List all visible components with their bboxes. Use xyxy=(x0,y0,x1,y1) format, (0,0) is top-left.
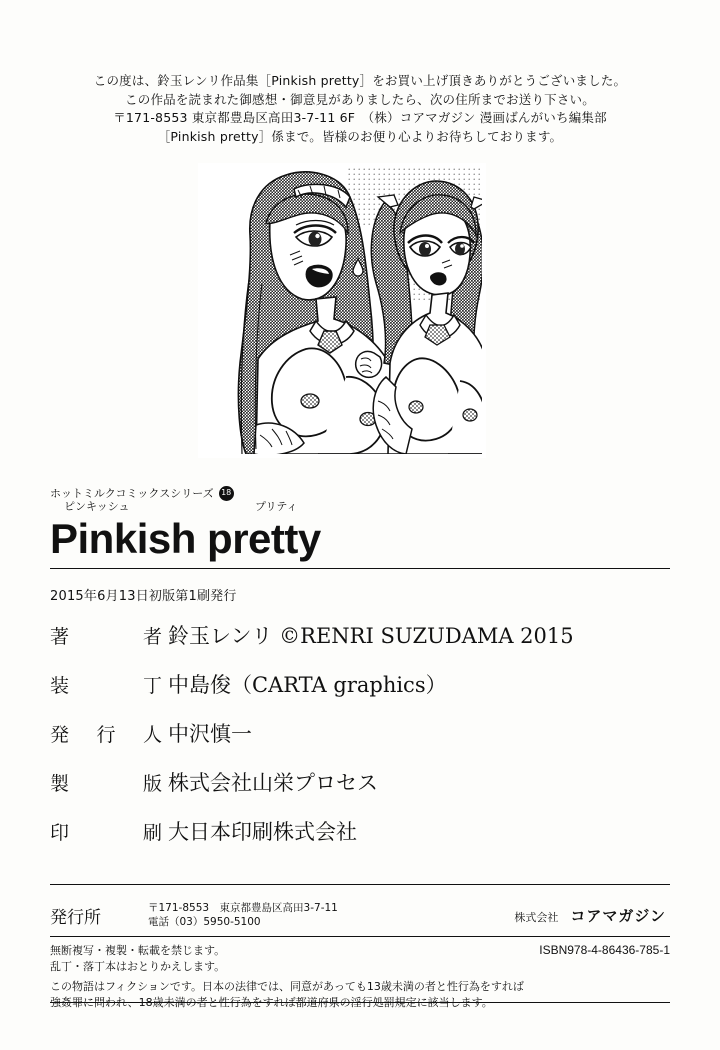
cover-illustration xyxy=(198,163,486,458)
credit-label-char: 装 xyxy=(50,675,70,697)
fiction-notice-line-2: 強姦罪に問われ、18歳未満の者と性行為をすれば都道府県の淫行処罰規定に該当します。 xyxy=(50,996,493,1009)
credit-label xyxy=(50,622,168,649)
defect-notice: 乱丁・落丁本はおとりかえします。 xyxy=(50,960,226,973)
credit-label-char: 著 xyxy=(50,626,70,648)
credit-label-char: 行 xyxy=(96,724,116,746)
publisher-company xyxy=(514,905,670,926)
credit-label-char: 人 xyxy=(142,724,162,746)
table-row xyxy=(50,816,670,865)
table-row xyxy=(50,669,670,718)
reader-notice xyxy=(50,72,670,146)
title-divider xyxy=(50,568,670,569)
copy-notice: 無断複写・複製・転載を禁じます。 xyxy=(50,944,226,957)
credit-label-char: 丁 xyxy=(142,675,162,697)
credit-label-char: 版 xyxy=(142,773,162,795)
credit-label xyxy=(50,818,168,845)
fiction-notice-line-1: この物語はフィクションです。日本の法律では、同意があっても13歳未満の者と性行為をすれば xyxy=(50,980,524,993)
credit-label-char: 刷 xyxy=(142,822,162,844)
title-ruby-row xyxy=(50,498,670,514)
legal-top-row xyxy=(50,942,670,959)
publisher-row xyxy=(50,894,670,936)
age-rating-badge: 18 xyxy=(219,486,234,501)
credits-table xyxy=(50,620,670,865)
legal-footer xyxy=(50,942,670,1011)
credit-label xyxy=(50,769,168,796)
notice-line-1: この度は、鈴玉レンリ作品集［Pinkish pretty］をお買い上げ頂きありがとうございました。 xyxy=(93,73,627,88)
credit-label-char: 発 xyxy=(50,724,70,746)
notice-line-4: ［Pinkish pretty］係まで。皆様のお便り心よりお待ちしております。 xyxy=(157,128,563,144)
credit-value: 中沢慎一 xyxy=(168,722,252,746)
credit-label xyxy=(50,671,168,698)
credit-label-char: 印 xyxy=(50,822,70,844)
publisher-address-line-2: 電話（03）5950-5100 xyxy=(148,916,261,928)
credit-value: 株式会社山栄プロセス xyxy=(168,771,378,795)
table-row xyxy=(50,620,670,669)
publisher-divider-bottom xyxy=(50,936,670,937)
credit-value: 鈴玉レンリ ©RENRI SUZUDAMA 2015 xyxy=(168,624,574,648)
publisher-divider-top xyxy=(50,884,670,885)
publisher-address-line-1: 〒171-8553 東京都豊島区高田3-7-11 xyxy=(148,902,338,914)
publication-date: 2015年6月13日初版第1刷発行 xyxy=(50,589,237,604)
title-ruby-right: プリティ xyxy=(255,500,298,513)
publisher-company-type: 株式会社 xyxy=(514,910,559,924)
table-row xyxy=(50,767,670,816)
credit-label-char: 者 xyxy=(142,626,162,648)
notice-line-3: 〒171-8553 東京都豊島区高田3-7-11 6F （株）コアマガジン 漫画ばんがいち編集部 xyxy=(113,110,607,125)
credit-value: 大日本印刷株式会社 xyxy=(168,820,357,844)
table-row xyxy=(50,718,670,767)
notice-line-2: この作品を読まれた御感想・御意見がありましたら、次の住所までお送り下さい。 xyxy=(125,91,595,107)
publisher-address xyxy=(148,901,514,929)
title-ruby-left: ピンキッシュ xyxy=(64,500,130,513)
page-title: Pinkish pretty xyxy=(50,515,321,562)
credit-value: 中島俊（CARTA graphics） xyxy=(168,673,447,697)
publisher-label: 発行所 xyxy=(50,907,101,928)
credit-label-char: 製 xyxy=(50,773,70,795)
title-block xyxy=(50,498,670,569)
legal-divider-bottom xyxy=(50,1002,670,1003)
credit-label xyxy=(50,720,168,747)
isbn: ISBN978-4-86436-785-1 xyxy=(539,943,670,957)
series-label: ホットミルクコミックスシリーズ xyxy=(50,487,214,500)
publisher-company-name: コアマガジン xyxy=(570,906,666,925)
